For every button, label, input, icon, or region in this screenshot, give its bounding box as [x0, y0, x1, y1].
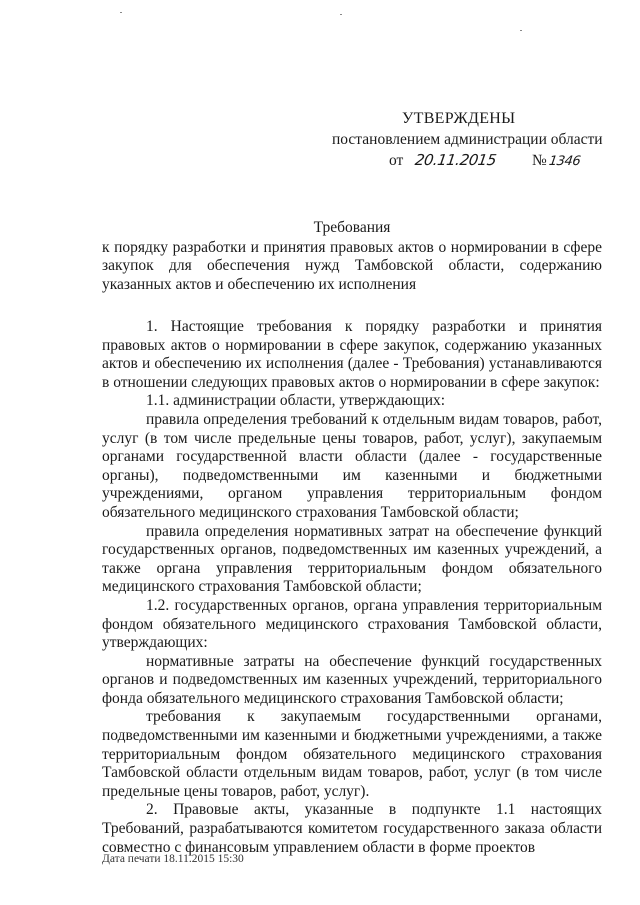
- scan-speck: [520, 30, 522, 31]
- paragraph-rules-requirements: правила определения требований к отдельным видам товаров, работ, услуг (в том числе предельные цены товаров, работ, услуг), закупаемым органами государственной власти области (далее - государственные органы), подведомственными им казенными и бюджетными учреждениями, органом управления территориальным фондом обязательного медицинского страхования Тамбовской области;: [102, 410, 602, 521]
- number-label: №: [531, 152, 547, 169]
- document-body: [102, 318, 602, 857]
- paragraph-normative-costs: нормативные затраты на обеспечение функций государственных органов и подведомственных им казенных учреждений, территориального фонда обязательного медицинского страхования Тамбовской области;: [102, 652, 602, 707]
- document-subtitle: к порядку разработки и принятия правовых актов о нормировании в сфере закупок для обеспечения нужд Тамбовской области, содержанию указанных актов и обеспечению их исполнения: [102, 238, 602, 293]
- paragraph-1: 1. Настоящие требования к порядку разработки и принятия правовых актов о нормировании в сфере закупок, содержанию указанных актов и обеспечению их исполнения (далее - Требования) устанавливаются в отношении следующих правовых актов о нормировании в сфере закупок:: [102, 318, 602, 391]
- approval-block: [332, 108, 622, 172]
- approval-heading: УТВЕРЖДЕНЫ: [402, 110, 516, 127]
- approval-date-number: [389, 150, 622, 172]
- scan-speck: [120, 12, 122, 13]
- document-title-block: [102, 219, 602, 294]
- print-date-footer: Дата печати 18.11.2015 15:30: [102, 853, 244, 865]
- paragraph-requirements: требования к закупаемым государственными органами, подведомственными им казенными и бюджетными учреждениями, а также территориальным фондом обязательного медицинского страхования Тамбовской области отдельным видам товаров, работ, услуг (в том числе предельные цены товаров, работ, услуг).: [102, 708, 602, 800]
- from-label: от: [389, 152, 404, 169]
- paragraph-rules-normative-costs: правила определения нормативных затрат на обеспечение функций государственных органов, подведомственных им казенных учреждений, а также органа управления территориальным фондом обязательного медицинского страхования Тамбовской области;: [102, 522, 602, 596]
- approval-authority: постановлением администрации области: [332, 131, 603, 148]
- handwritten-number: 1346: [547, 154, 581, 169]
- paragraph-2: 2. Правовые акты, указанные в подпункте 1.1 настоящих Требований, разрабатываются комитетом государственного заказа области совместно с финансовым управлением области в форме проектов: [102, 801, 602, 856]
- paragraph-1-1: 1.1. администрации области, утверждающих:: [146, 392, 446, 410]
- scan-speck: [340, 14, 342, 15]
- paragraph-1-2: 1.2. государственных органов, органа управления территориальным фондом обязательного медицинского страхования Тамбовской области, утверждающих:: [102, 596, 602, 652]
- document-title: Требования: [313, 219, 391, 236]
- handwritten-date: 20.11.2015: [414, 151, 498, 169]
